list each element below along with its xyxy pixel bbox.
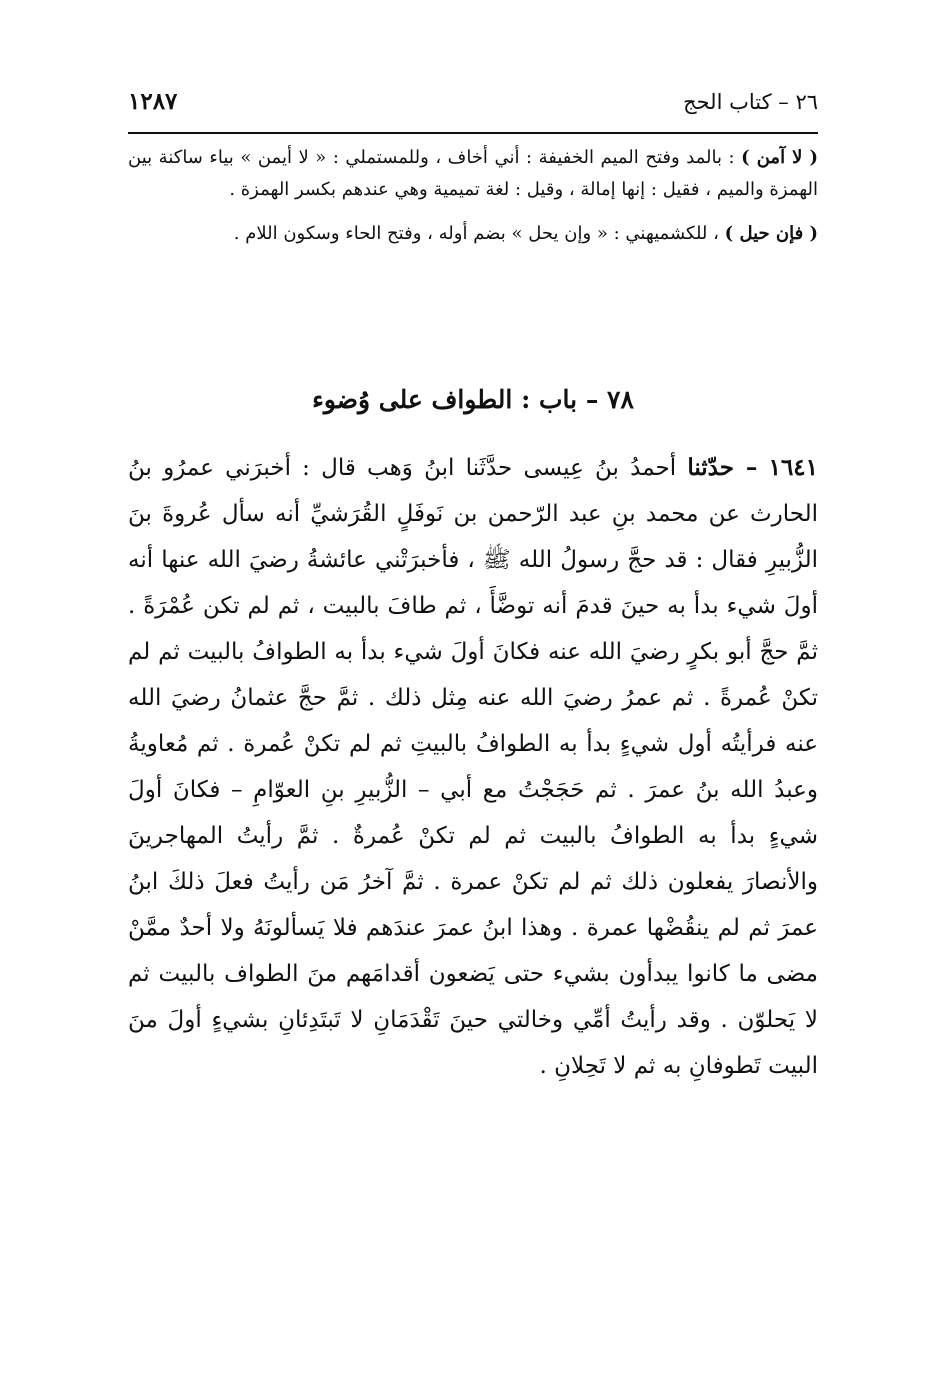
hadith-opening: حدّثنا xyxy=(687,454,734,481)
section-title: ٧٨ – باب : الطواف على وُضوء xyxy=(312,385,634,414)
note-paragraph xyxy=(128,142,818,206)
note-text: ، للكشميهني : « وإن يحل » بضم أوله ، وفتح الحاء وسكون اللام . xyxy=(233,223,725,244)
header-rule xyxy=(128,132,818,134)
note-keyword: ( لا آمن ) xyxy=(741,147,818,168)
note-text: : بالمد وفتح الميم الخفيفة : أني أخاف ، وللمستملي : « لا أيمن » بياء ساكنة بين الهمزة والميم ، فقيل : إنها إمالة ، وقيل : لغة تميمية وهي عندهم بكسر الهمزة . xyxy=(128,147,818,200)
hadith-text: أحمدُ بنُ عِيسى حدَّثَنا ابنُ وَهب قال : أخبرَني عمرُو بنُ الحارث عن محمد بنِ عبد الرّحمن بن نَوفَلٍ القُرَشيِّ أنه سأل عُروةَ بنَ الزُّبيرِ فقال : قد حجَّ رسولُ الله ﷺ ، فأخبرَتْني عائشةُ رضيَ الله عنها أنه أولَ شيء بدأ به حينَ قدمَ أنه توضَّأَ ، ثم طافَ بالبيت ، ثم لم تكن عُمْرَةً . ثمَّ حجَّ أبو بكرٍ رضيَ الله عنه فكانَ أولَ شيء بدأ به الطوافُ بالبيت ثم لم تكنْ عُمرةً . ثم عمرُ رضيَ الله عنه مِثل ذلك . ثمَّ حجَّ عثمانُ رضيَ الله عنه فرأيتُه أول شيءٍ بدأ به الطوافُ بالبيتِ ثم لم تكنْ عُمرة . ثم مُعاويةُ وعبدُ الله بنُ عمرَ . ثم حَجَجْتُ مع أبي – الزُّبيرِ بنِ العوّامِ – فكانَ أولَ شيءٍ بدأ به الطوافُ بالبيت ثم لم تكنْ عُمرةٌ . ثمَّ رأيتُ المهاجرينَ والأنصارَ يفعلون ذلك ثم لم تكنْ عمرة . ثمَّ آخرُ مَن رأيتُ فعلَ ذلكَ ابنُ عمرَ ثم لم ينقُضْها عمرة . وهذا ابنُ عمرَ عندَهم فلا يَسألونَهُ ولا أحدٌ ممَّنْ مضى ما كانوا يبدأون بشيء حتى يَضعون أقدامَهم منَ الطواف بالبيت ثم لا يَحلوّن . وقد رأيتُ أمِّي وخالتي حينَ تَقْدَمَانِ لا تَبتَدِئانِ بشيءٍ أولَ منَ البيت تَطوفانِ به ثم لا تَحِلانِ . xyxy=(128,455,818,1079)
hadith-number: ١٦٤١ xyxy=(768,454,819,481)
note-paragraph xyxy=(128,218,818,250)
note-keyword: ( فإن حيل ) xyxy=(724,223,818,244)
page-number: ١٢٨٧ xyxy=(128,88,178,115)
hadith-paragraph: ١٦٤١ – حدّثنا أحمدُ بنُ عِيسى حدَّثَنا ابنُ وَهب قال : أخبرَني عمرُو بنُ الحارث عن محمد بنِ عبد الرّحمن بن نَوفَلٍ القُرَشيِّ أنه سأل عُروةَ بنَ الزُّبيرِ فقال : قد حجَّ رسولُ الله ﷺ ، فأخبرَتْني عائشةُ رضيَ الله عنها أنه أولَ شيء بدأ به حينَ قدمَ أنه توضَّأَ ، ثم طافَ بالبيت ، ثم لم تكن عُمْرَةً . ثمَّ حجَّ أبو بكرٍ رضيَ الله عنه فكانَ أولَ شيء بدأ به الطوافُ بالبيت ثم لم تكنْ عُمرةً . ثم عمرُ رضيَ الله عنه مِثل ذلك . ثمَّ حجَّ عثمانُ رضيَ الله عنه فرأيتُه أول شيءٍ بدأ به الطوافُ بالبيتِ ثم لم تكنْ عُمرة . ثم مُعاويةُ وعبدُ الله بنُ عمرَ . ثم حَجَجْتُ مع أبي – الزُّبيرِ بنِ العوّامِ – فكانَ أولَ شيءٍ بدأ به الطوافُ بالبيت ثم لم تكنْ عُمرةٌ . ثمَّ رأيتُ المهاجرينَ والأنصارَ يفعلون ذلك ثم لم تكنْ عمرة . ثمَّ آخرُ مَن رأيتُ فعلَ ذلكَ ابنُ عمرَ ثم لم ينقُضْها عمرة . وهذا ابنُ عمرَ عندَهم فلا يَسألونَهُ ولا أحدٌ ممَّنْ مضى ما كانوا يبدأون بشيء حتى يَضعون أقدامَهم منَ الطواف بالبيت ثم لا يَحلوّن . وقد رأيتُ أمِّي وخالتي حينَ تَقْدَمَانِ لا تَبتَدِئانِ بشيءٍ أولَ منَ البيت تَطوفانِ به ثم لا تَحِلانِ . xyxy=(128,454,819,1079)
chapter-heading: ٢٦ – كتاب الحج xyxy=(683,90,818,114)
page-header xyxy=(128,84,818,128)
commentary-notes xyxy=(128,142,818,262)
hadith-body xyxy=(128,445,818,1089)
